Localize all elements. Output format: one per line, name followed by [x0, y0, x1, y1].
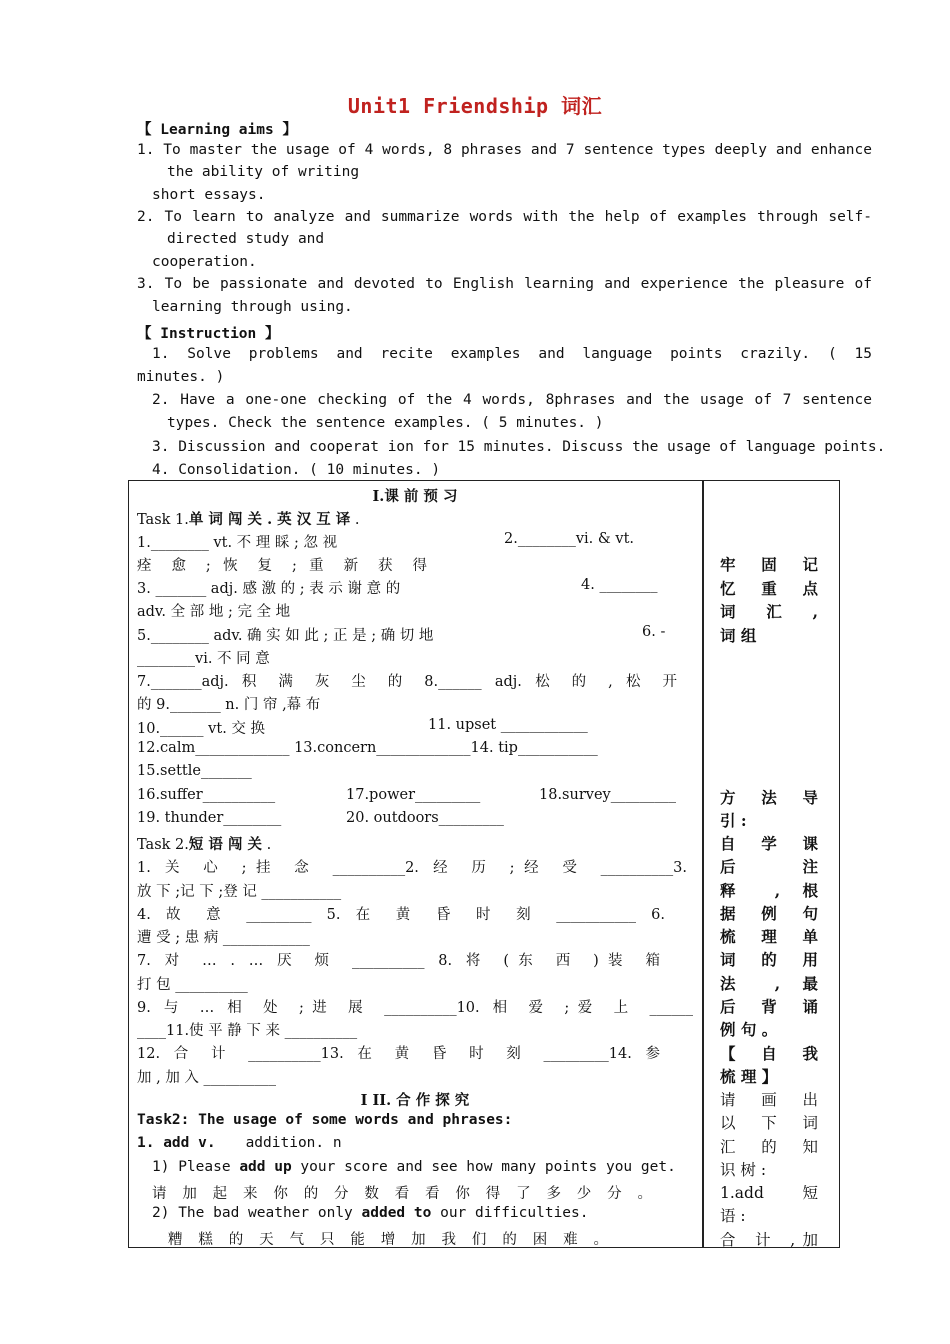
example-1 — [152, 1159, 708, 1175]
vocab-3: 3. _______ adj. 感 激 的 ; 表 示 谢 意 的 — [137, 581, 401, 597]
instruction-heading: 【 Instruction 】 — [137, 326, 280, 342]
vocab-6: 6. - — [642, 624, 666, 640]
task1-end: . — [354, 512, 360, 528]
vocab-17: 17.power_________ — [346, 787, 481, 803]
method-line-8: 词 的 用 — [720, 950, 818, 969]
aim-1-line1: 1. To master the usage of 4 words, 8 phrases and 7 sentence types deeply and enhance — [137, 142, 872, 158]
instruction-1b: minutes. ) — [137, 369, 225, 385]
aim-2-line2: directed study and — [167, 231, 325, 247]
column-divider — [702, 480, 704, 1248]
self-line-9: 合 计 ,加 — [720, 1231, 818, 1249]
vocab-18: 18.survey_________ — [539, 787, 676, 803]
method-line-2: 引 : — [720, 811, 747, 830]
vocab-2: 2.________vi. & vt. — [504, 531, 635, 547]
example-2-post: our difficulties. — [431, 1205, 589, 1221]
task1-prefix: Task 1. — [137, 512, 189, 528]
method-line-3: 自 学 课 — [720, 834, 818, 853]
example-1-pre: 1) Please — [152, 1159, 240, 1175]
task2-title: 短 语 闯 关 — [188, 836, 263, 853]
vocab-6-meaning: ________vi. 不 同 意 — [137, 651, 270, 667]
memo-line-2: 忆 重 点 — [720, 579, 818, 598]
self-line-7: 1.add 短 — [720, 1184, 818, 1202]
vocab-16: 16.suffer__________ — [137, 787, 276, 803]
task1-heading — [137, 508, 693, 529]
phrase-4-6: 4. 故 意 _________ 5. 在 黄 昏 时 刻 ___________ 6. — [137, 907, 665, 923]
aim-1-line3: short essays. — [152, 187, 266, 203]
phrase-1-3: 1. 关 心 ;挂 念 __________2. 经 历 ;经 受 __________3. — [137, 860, 687, 876]
aims-heading: 【 Learning aims 】 — [137, 122, 297, 138]
vocab-line-16 — [137, 787, 693, 803]
self-line-3: 请 画 出 — [720, 1091, 818, 1109]
memo-line-3: 词 汇 , — [720, 602, 818, 621]
aim-2-line1: 2. To learn to analyze and summarize words with the help of examples through self- — [137, 209, 872, 225]
self-line-8: 语 : — [720, 1207, 746, 1225]
memo-line-1: 牢 固 记 — [720, 555, 818, 574]
phrase-11: ____11.使 平 静 下 来 __________ — [137, 1023, 358, 1039]
vocab-7-8: 7._______adj. 积 满 灰 尘 的 8.______ adj. 松 的 , 松 开 — [137, 674, 677, 690]
vocab-line-1 — [137, 531, 693, 552]
instruction-2b: types. Check the sentence examples. ( 5 minutes. ) — [167, 415, 604, 431]
method-line-10: 后 背 诵 — [720, 997, 818, 1016]
method-line-9: 法 , 最 — [720, 974, 818, 993]
add-word: 1. add v. — [137, 1135, 216, 1151]
vocab-15: 15.settle_______ — [137, 763, 252, 779]
vocab-4-meaning: adv. 全 部 地 ; 完 全 地 — [137, 604, 291, 620]
phrase-7-8: 7. 对 … . … 厌 烦 __________ 8. 将 (东 西 )装 箱 — [137, 953, 660, 969]
aim-1-line2: the ability of writing — [167, 164, 360, 180]
phrase-12-14: 12. 合 计 __________13. 在 黄 昏 时 刻 _________14. 参 — [137, 1046, 660, 1062]
task2-heading — [137, 833, 693, 854]
example-1-post: your score and see how many points you get. — [291, 1159, 676, 1175]
section-explore-heading: I II. 合 作 探 究 — [360, 1092, 470, 1109]
aim-2-line3: cooperation. — [152, 254, 257, 270]
example-2-pre: 2) The bad weather only — [152, 1205, 362, 1221]
phrase-6-cont: 遭 受 ; 患 病 ____________ — [137, 930, 310, 946]
example-2-translation: 糟 糕 的 天 气 只 能 增 加 我 们 的 困 难 。 — [168, 1232, 608, 1248]
instruction-1: 1. Solve problems and recite examples and language points crazily. ( 15 — [152, 346, 872, 362]
vocab-line-10 — [137, 717, 693, 738]
method-line-11: 例 句 。 — [720, 1020, 778, 1039]
task2-usage-heading: Task2: The usage of some words and phrases: — [137, 1112, 513, 1128]
page-title: Unit1 Friendship 词汇 — [347, 94, 603, 118]
instruction-3: 3. Discussion and cooperat ion for 15 minutes. Discuss the usage of language points. — [152, 439, 886, 455]
method-line-5: 释 , 根 — [720, 881, 818, 900]
aim-3-line2: learning through using. — [152, 299, 353, 315]
section-preview-heading: I.课 前 预 习 — [372, 488, 458, 505]
vocab-4: 4. ________ — [581, 577, 658, 593]
vocab-2-meaning: 痊 愈 ; 恢 复 ; 重 新 获 得 — [137, 558, 427, 574]
self-line-2: 梳 理 】 — [720, 1067, 778, 1086]
method-line-7: 梳 理 单 — [720, 927, 818, 946]
phrase-9-10: 9. 与 … 相 处 ;进 展 __________10. 相 爱 ;爱 上 ______ — [137, 1000, 693, 1016]
vocab-19: 19. thunder________ — [137, 810, 282, 826]
self-line-6: 识 树 : — [720, 1161, 767, 1179]
method-line-1: 方 法 导 — [720, 788, 818, 807]
vocab-11: 11. upset ____________ — [428, 717, 588, 733]
vocab-9: 的 9._______ n. 门 帘 ,幕 布 — [137, 697, 321, 713]
phrase-3-cont: 放 下 ;记 下 ;登 记 ___________ — [137, 884, 342, 900]
task1-title: 单 词 闯 关 . 英 汉 互 译 — [188, 511, 351, 528]
vocab-1: 1.________ vt. 不 理 睬 ; 忽 视 — [137, 535, 338, 551]
phrase-8-cont: 打 包 __________ — [137, 977, 248, 993]
instruction-4: 4. Consolidation. ( 10 minutes. ) — [152, 462, 441, 478]
example-2 — [152, 1205, 708, 1221]
self-line-5: 汇 的 知 — [720, 1138, 818, 1156]
self-line-4: 以 下 词 — [720, 1114, 818, 1132]
task2-end: . — [266, 837, 272, 853]
memo-line-4: 词 组 — [720, 626, 757, 645]
vocab-20: 20. outdoors_________ — [346, 810, 504, 826]
vocab-line-5 — [137, 624, 693, 645]
vocab-5: 5.________ adv. 确 实 如 此 ; 正 是 ; 确 切 地 — [137, 628, 434, 644]
vocab-line-3 — [137, 577, 693, 598]
phrase-14-cont: 加 , 加 入 __________ — [137, 1070, 277, 1086]
vocab-line-19 — [137, 810, 693, 826]
method-line-6: 据 例 句 — [720, 904, 818, 923]
example-1-phrase: add up — [239, 1159, 292, 1175]
example-2-phrase: added to — [361, 1205, 432, 1221]
example-1-translation: 请 加 起 来 你 的 分 数 看 看 你 得 了 多 少 分 。 — [152, 1186, 652, 1202]
vocab-12-14: 12.calm_____________ 13.concern_____________14. tip___________ — [137, 740, 598, 756]
vocab-10: 10.______ vt. 交 换 — [137, 721, 266, 737]
instruction-2: 2. Have a one-one checking of the 4 words, 8phrases and the usage of 7 sentence — [152, 392, 872, 408]
task2-prefix: Task 2. — [137, 837, 189, 853]
method-line-4: 后 注 — [720, 857, 818, 876]
addition-word: addition. n — [245, 1135, 342, 1151]
add-heading — [137, 1135, 693, 1151]
aim-3-line1: 3. To be passionate and devoted to English learning and experience the pleasure of — [137, 276, 872, 292]
self-line-1: 【 自 我 — [720, 1044, 818, 1063]
